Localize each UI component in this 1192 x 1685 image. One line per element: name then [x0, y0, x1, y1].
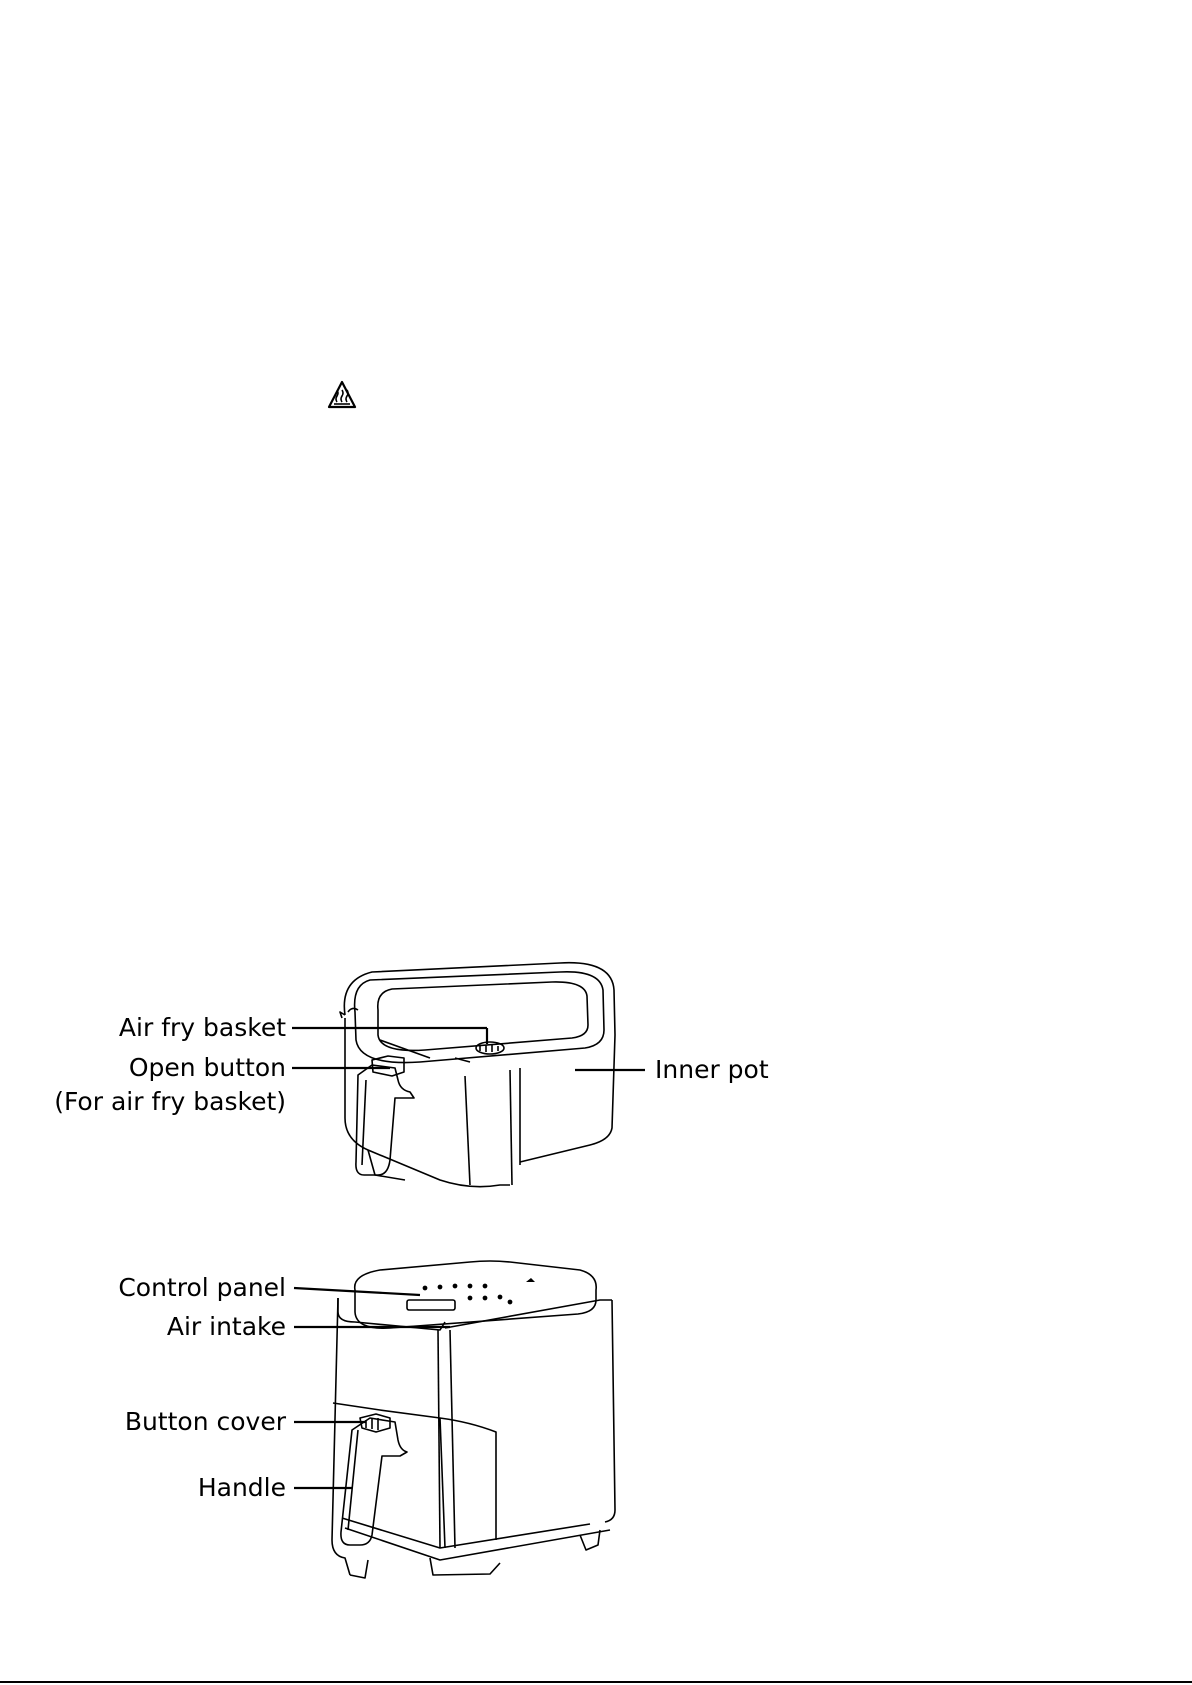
label-air-intake: Air intake	[166, 1312, 286, 1341]
label-open-button-note: (For air fry basket)	[54, 1087, 286, 1116]
label-air-fry-basket: Air fry basket	[118, 1013, 286, 1042]
page-bottom-rule	[0, 1681, 1192, 1683]
unit-leader-lines	[294, 1288, 450, 1488]
basket-inner-pot-drawing	[340, 963, 615, 1187]
air-fryer-unit-drawing	[332, 1261, 615, 1578]
label-button-cover: Button cover	[124, 1407, 286, 1436]
label-inner-pot: Inner pot	[655, 1055, 769, 1084]
label-open-button: Open button	[128, 1053, 286, 1082]
label-handle: Handle	[197, 1473, 286, 1502]
label-control-panel: Control panel	[118, 1273, 286, 1302]
